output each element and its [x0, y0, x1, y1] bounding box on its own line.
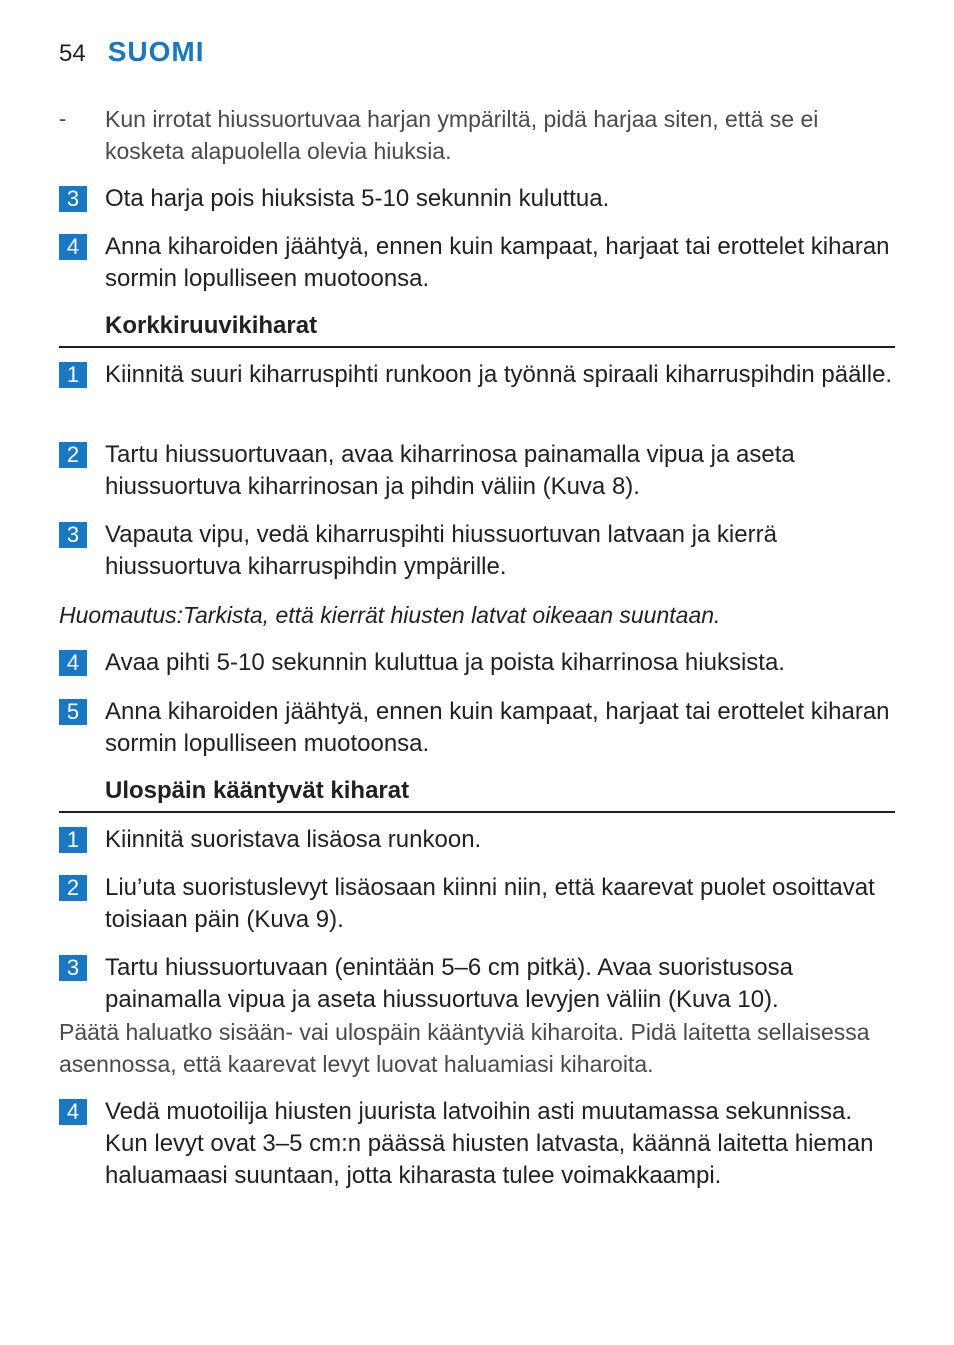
section-heading-ulospain: Ulospäin kääntyvät kiharat: [59, 775, 895, 813]
s2-step-2: [59, 872, 895, 936]
s1-step-2: [59, 439, 895, 503]
bullet-marker: -: [59, 106, 67, 131]
step-number-badge: 3: [59, 955, 87, 981]
step-text: Kiinnitä suoristava lisäosa runkoon.: [105, 826, 482, 853]
step-4-a: [59, 231, 895, 295]
s1-step-3: [59, 519, 895, 583]
step-text: Anna kiharoiden jäähtyä, ennen kuin kampaat, harjaat tai erottelet kiharan sormin lopulliseen muotoonsa.: [105, 233, 890, 292]
step-text: Anna kiharoiden jäähtyä, ennen kuin kampaat, harjaat tai erottelet kiharan sormin lopulliseen muotoonsa.: [105, 698, 890, 757]
s2-step-4: [59, 1096, 895, 1192]
step-text: Tartu hiussuortuvaan (enintään 5–6 cm pitkä). Avaa suoristusosa painamalla vipua ja aseta hiussuortuva levyjen väliin (Kuva 10).: [105, 954, 793, 1013]
info-paragraph: Päätä haluatko sisään- vai ulospäin kääntyviä kiharoita. Pidä laitetta sellaisessa asennossa, että kaarevat levyt luovat haluamiasi kiharoita.: [59, 1019, 870, 1077]
step-number-badge: 4: [59, 1099, 87, 1125]
step-text: Avaa pihti 5-10 sekunnin kuluttua ja poista kiharrinosa hiuksista.: [105, 649, 785, 676]
step-text: Kiinnitä suuri kiharruspihti runkoon ja työnnä spiraali kiharruspihdin päälle.: [105, 361, 893, 388]
s1-step-4: [59, 647, 895, 679]
note-text: Huomautus:Tarkista, että kierrät hiusten latvat oikeaan suuntaan.: [59, 602, 721, 628]
bullet-item: [59, 103, 895, 167]
s1-step-1: [59, 359, 895, 391]
step-number-badge: 4: [59, 234, 87, 260]
step-text: Ota harja pois hiuksista 5-10 sekunnin kuluttua.: [105, 185, 610, 212]
section-heading-korkkiruuvikiharat: Korkkiruuvikiharat: [59, 310, 895, 348]
page-number: 54: [59, 40, 86, 67]
language-title: SUOMI: [107, 36, 205, 67]
step-number-badge: 5: [59, 699, 87, 725]
s2-step-3: [59, 952, 895, 1016]
step-text: Vapauta vipu, vedä kiharruspihti hiussuortuvan latvaan ja kierrä hiussuortuva kiharruspihdin ympärille.: [105, 521, 777, 580]
page-header: [59, 36, 204, 68]
step-number-badge: 2: [59, 442, 87, 468]
step-number-badge: 2: [59, 875, 87, 901]
step-text: Vedä muotoilija hiusten juurista latvoihin asti muutamassa sekunnissa. Kun levyt ovat 3–5 cm:n päässä hiusten latvasta, käännä laitetta hieman haluamaasi suuntaan, jotta kiharasta tulee voimakkaampi.: [105, 1098, 874, 1189]
step-number-badge: 3: [59, 186, 87, 212]
s1-step-5: [59, 696, 895, 760]
step-text: Tartu hiussuortuvaan, avaa kiharrinosa painamalla vipua ja aseta hiussuortuva kiharrinosan ja pihdin väliin (Kuva 8).: [105, 441, 795, 500]
step-number-badge: 1: [59, 362, 87, 388]
step-number-badge: 3: [59, 522, 87, 548]
step-text: Liu’uta suoristuslevyt lisäosaan kiinni niin, että kaarevat puolet osoittavat toisiaan päin (Kuva 9).: [105, 874, 875, 933]
step-number-badge: 1: [59, 827, 87, 853]
s2-step-1: [59, 824, 895, 856]
step-number-badge: 4: [59, 650, 87, 676]
bullet-text: Kun irrotat hiussuortuvaa harjan ympäriltä, pidä harjaa siten, että se ei kosketa alapuolella olevia hiuksia.: [105, 106, 819, 164]
step-3-a: [59, 183, 895, 215]
